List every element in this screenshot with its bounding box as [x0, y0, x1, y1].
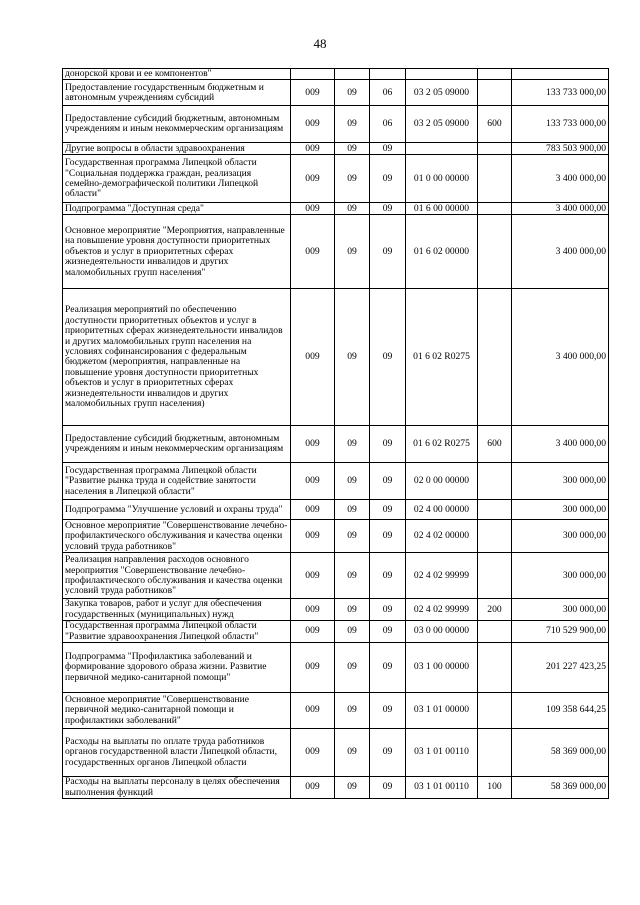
amount-cell: 300 000,00	[512, 500, 609, 520]
item-name-cell: Государственная программа Липецкой области "Развитие здравоохранения Липецкой области"	[63, 621, 291, 643]
amount-cell: 58 369 000,00	[512, 777, 609, 799]
ministry-code-cell: 009	[291, 729, 335, 777]
amount-cell: 3 400 000,00	[512, 203, 609, 215]
subsection-code-cell: 09	[370, 777, 406, 799]
expense-type-cell	[478, 155, 512, 203]
ministry-code-cell: 009	[291, 520, 335, 553]
section-code-cell: 09	[335, 426, 370, 463]
amount-cell: 3 400 000,00	[512, 155, 609, 203]
ministry-code-cell: 009	[291, 500, 335, 520]
amount-cell: 133 733 000,00	[512, 106, 609, 143]
item-name-cell: Предоставление субсидий бюджетным, автономным учреждениям и иным некоммерческим организациям	[63, 426, 291, 463]
item-name-cell: Другие вопросы в области здравоохранения	[63, 143, 291, 155]
expense-type-cell	[478, 621, 512, 643]
subsection-code-cell: 09	[370, 500, 406, 520]
subsection-code-cell: 09	[370, 203, 406, 215]
amount-cell: 3 400 000,00	[512, 289, 609, 426]
section-code-cell: 09	[335, 621, 370, 643]
section-code-cell: 09	[335, 143, 370, 155]
expense-type-cell	[478, 463, 512, 500]
amount-cell	[512, 69, 609, 80]
amount-cell: 3 400 000,00	[512, 426, 609, 463]
table-row	[63, 520, 609, 553]
section-code-cell	[335, 69, 370, 80]
section-code-cell: 09	[335, 463, 370, 500]
subsection-code-cell: 09	[370, 289, 406, 426]
target-article-cell: 01 0 00 00000	[406, 155, 478, 203]
item-name-cell: Расходы на выплаты по оплате труда работников органов государственной власти Липецкой области, государственных органов Липецкой области	[63, 729, 291, 777]
section-code-cell: 09	[335, 215, 370, 289]
expense-type-cell: 100	[478, 777, 512, 799]
subsection-code-cell: 06	[370, 80, 406, 106]
amount-cell: 300 000,00	[512, 520, 609, 553]
target-article-cell: 02 4 02 99999	[406, 599, 478, 621]
item-name-cell: Реализация направления расходов основного мероприятия "Совершенствование лечебно-профилактического обслуживания и качества оценки условий труда работников"	[63, 553, 291, 599]
target-article-cell: 03 0 00 00000	[406, 621, 478, 643]
subsection-code-cell: 06	[370, 106, 406, 143]
item-name-cell: Государственная программа Липецкой области "Развитие рынка труда и содействие занятости населения в Липецкой области"	[63, 463, 291, 500]
target-article-cell: 02 0 00 00000	[406, 463, 478, 500]
amount-cell: 300 000,00	[512, 599, 609, 621]
ministry-code-cell: 009	[291, 155, 335, 203]
table-row	[63, 289, 609, 426]
subsection-code-cell: 09	[370, 143, 406, 155]
target-article-cell: 01 6 02 R0275	[406, 426, 478, 463]
budget-table	[62, 68, 609, 799]
table-row	[63, 643, 609, 693]
subsection-code-cell: 09	[370, 621, 406, 643]
table-row	[63, 106, 609, 143]
table-row	[63, 69, 609, 80]
item-name-cell: Предоставление государственным бюджетным и автономным учреждениям субсидий	[63, 80, 291, 106]
target-article-cell: 02 4 02 99999	[406, 553, 478, 599]
target-article-cell: 03 2 05 09000	[406, 80, 478, 106]
table-row	[63, 143, 609, 155]
expense-type-cell	[478, 289, 512, 426]
target-article-cell: 03 1 01 00110	[406, 777, 478, 799]
ministry-code-cell: 009	[291, 777, 335, 799]
item-name-cell: Основное мероприятие "Мероприятия, направленные на повышение уровня доступности приоритетных объектов и услуг в приоритетных сферах жизнедеятельности инвалидов и других маломобильных групп населения"	[63, 215, 291, 289]
item-name-cell: Подпрограмма "Профилактика заболеваний и формирование здорового образа жизни. Развитие первичной медико-санитарной помощи"	[63, 643, 291, 693]
section-code-cell: 09	[335, 553, 370, 599]
section-code-cell: 09	[335, 500, 370, 520]
expense-type-cell	[478, 500, 512, 520]
item-name-cell: Государственная программа Липецкой области "Социальная поддержка граждан, реализация семейно-демографической политики Липецкой области"	[63, 155, 291, 203]
expense-type-cell	[478, 693, 512, 729]
section-code-cell: 09	[335, 155, 370, 203]
expense-type-cell	[478, 520, 512, 553]
table-row	[63, 621, 609, 643]
ministry-code-cell: 009	[291, 203, 335, 215]
item-name-cell: Подпрограмма "Улучшение условий и охраны труда"	[63, 500, 291, 520]
table-row	[63, 500, 609, 520]
target-article-cell: 01 6 00 00000	[406, 203, 478, 215]
subsection-code-cell: 09	[370, 643, 406, 693]
item-name-cell: Реализация мероприятий по обеспечению доступности приоритетных объектов и услуг в приоритетных сферах жизнедеятельности инвалидов и других маломобильных групп населения на условиях софинансирования с федеральным бюджетом (мероприятия, направленные на повышение уровня доступности приоритетных объектов и услуг в приоритетных сферах жизнедеятельности инвалидов и других маломобильных групп населения)	[63, 289, 291, 426]
target-article-cell: 03 1 01 00000	[406, 693, 478, 729]
expense-type-cell	[478, 80, 512, 106]
item-name-cell: Предоставление субсидий бюджетным, автономным учреждениям и иным некоммерческим организациям	[63, 106, 291, 143]
target-article-cell: 02 4 02 00000	[406, 520, 478, 553]
section-code-cell: 09	[335, 106, 370, 143]
item-name-cell: донорской крови и ее компонентов"	[63, 69, 291, 80]
amount-cell: 783 503 900,00	[512, 143, 609, 155]
amount-cell: 133 733 000,00	[512, 80, 609, 106]
item-name-cell: Закупка товаров, работ и услуг для обеспечения государственных (муниципальных) нужд	[63, 599, 291, 621]
section-code-cell: 09	[335, 729, 370, 777]
page-number: 48	[313, 36, 327, 51]
section-code-cell: 09	[335, 693, 370, 729]
expense-type-cell	[478, 203, 512, 215]
subsection-code-cell: 09	[370, 155, 406, 203]
subsection-code-cell: 09	[370, 215, 406, 289]
target-article-cell	[406, 143, 478, 155]
table-row	[63, 777, 609, 799]
ministry-code-cell	[291, 69, 335, 80]
target-article-cell: 01 6 02 00000	[406, 215, 478, 289]
subsection-code-cell: 09	[370, 520, 406, 553]
item-name-cell: Расходы на выплаты персоналу в целях обеспечения выполнения функций	[63, 777, 291, 799]
section-code-cell: 09	[335, 289, 370, 426]
expense-type-cell: 600	[478, 426, 512, 463]
target-article-cell	[406, 69, 478, 80]
ministry-code-cell: 009	[291, 553, 335, 599]
ministry-code-cell: 009	[291, 143, 335, 155]
ministry-code-cell: 009	[291, 693, 335, 729]
subsection-code-cell: 09	[370, 693, 406, 729]
ministry-code-cell: 009	[291, 463, 335, 500]
table-row	[63, 599, 609, 621]
target-article-cell: 02 4 00 00000	[406, 500, 478, 520]
ministry-code-cell: 009	[291, 599, 335, 621]
ministry-code-cell: 009	[291, 643, 335, 693]
table-row	[63, 729, 609, 777]
ministry-code-cell: 009	[291, 106, 335, 143]
table-row	[63, 80, 609, 106]
amount-cell: 201 227 423,25	[512, 643, 609, 693]
target-article-cell: 03 2 05 09000	[406, 106, 478, 143]
ministry-code-cell: 009	[291, 215, 335, 289]
item-name-cell: Подпрограмма "Доступная среда"	[63, 203, 291, 215]
amount-cell: 300 000,00	[512, 553, 609, 599]
expense-type-cell	[478, 729, 512, 777]
section-code-cell: 09	[335, 777, 370, 799]
subsection-code-cell: 09	[370, 729, 406, 777]
table-row	[63, 203, 609, 215]
section-code-cell: 09	[335, 643, 370, 693]
amount-cell: 3 400 000,00	[512, 215, 609, 289]
section-code-cell: 09	[335, 80, 370, 106]
table-row	[63, 215, 609, 289]
table-row	[63, 553, 609, 599]
expense-type-cell	[478, 143, 512, 155]
subsection-code-cell: 09	[370, 426, 406, 463]
section-code-cell: 09	[335, 520, 370, 553]
subsection-code-cell: 09	[370, 463, 406, 500]
subsection-code-cell	[370, 69, 406, 80]
ministry-code-cell: 009	[291, 80, 335, 106]
table-row	[63, 463, 609, 500]
target-article-cell: 03 1 00 00000	[406, 643, 478, 693]
subsection-code-cell: 09	[370, 553, 406, 599]
amount-cell: 58 369 000,00	[512, 729, 609, 777]
target-article-cell: 01 6 02 R0275	[406, 289, 478, 426]
section-code-cell: 09	[335, 599, 370, 621]
expense-type-cell	[478, 553, 512, 599]
expense-type-cell	[478, 69, 512, 80]
ministry-code-cell: 009	[291, 621, 335, 643]
budget-table-body	[63, 69, 609, 799]
table-row	[63, 426, 609, 463]
expense-type-cell	[478, 643, 512, 693]
table-row	[63, 155, 609, 203]
expense-type-cell: 200	[478, 599, 512, 621]
amount-cell: 710 529 900,00	[512, 621, 609, 643]
amount-cell: 300 000,00	[512, 463, 609, 500]
ministry-code-cell: 009	[291, 426, 335, 463]
item-name-cell: Основное мероприятие "Совершенствование лечебно-профилактического обслуживания и качества оценки условий труда работников"	[63, 520, 291, 553]
target-article-cell: 03 1 01 00110	[406, 729, 478, 777]
ministry-code-cell: 009	[291, 289, 335, 426]
subsection-code-cell: 09	[370, 599, 406, 621]
expense-type-cell: 600	[478, 106, 512, 143]
table-row	[63, 693, 609, 729]
item-name-cell: Основное мероприятие "Совершенствование первичной медико-санитарной помощи и профилактики заболеваний"	[63, 693, 291, 729]
expense-type-cell	[478, 215, 512, 289]
amount-cell: 109 358 644,25	[512, 693, 609, 729]
section-code-cell: 09	[335, 203, 370, 215]
